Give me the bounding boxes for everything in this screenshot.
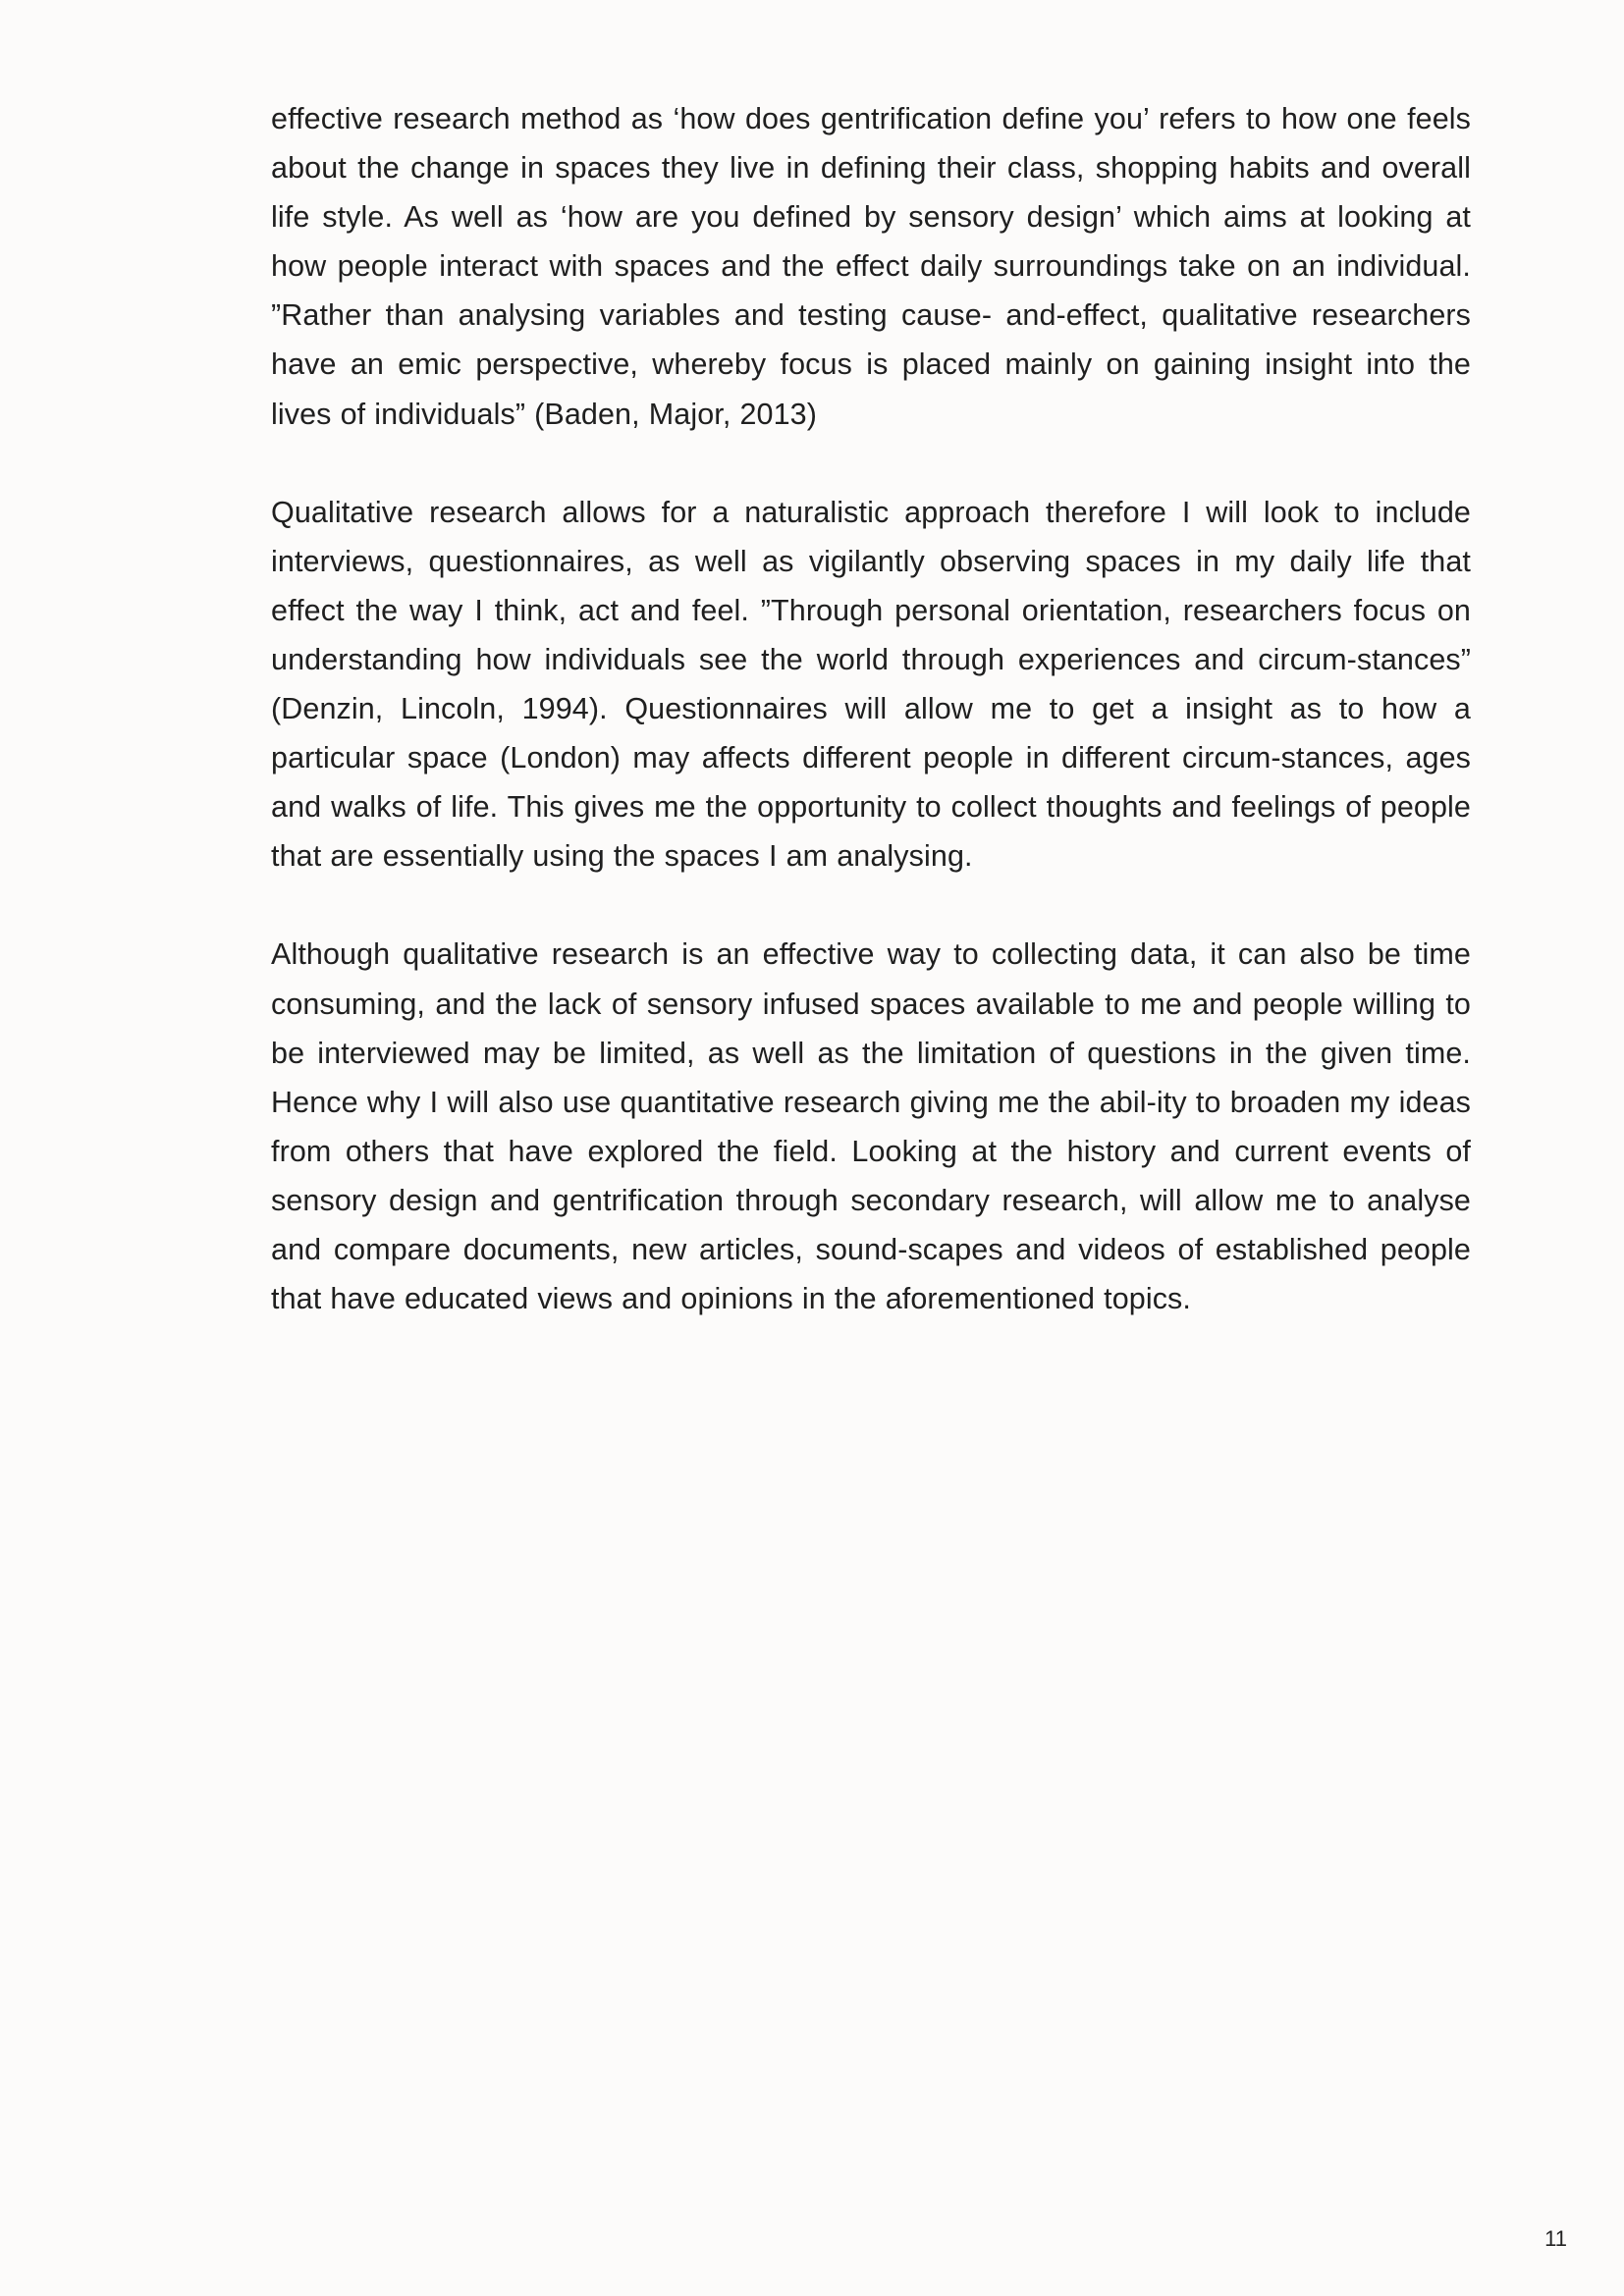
paragraph-research-method: effective research method as ‘how does gentrification define you’ refers to how one feels about the change in spaces they live in defining their class, shopping habits and overall life style. As well as ‘how are you defined by sensory design’ which aims at looking at how people interact with spaces and the effect daily surroundings take on an individual. ”Rather than analysing variables and testing cause- and-effect, qualitative researchers have an emic perspective, whereby focus is placed mainly on gaining insight into the lives of individuals” (Baden, Major, 2013)	[271, 102, 1471, 431]
paragraph-qualitative-research: Qualitative research allows for a naturalistic approach therefore I will look to include interviews, questionnaires, as well as vigilantly observing spaces in my daily life that effect the way I think, act and feel. ”Through personal orientation, researchers focus on understanding how individuals see the world through experiences and circum-stances” (Denzin, Lincoln, 1994). Questionnaires will allow me to get a insight as to how a particular space (London) may affects different people in different circum-stances, ages and walks of life. This gives me the opportunity to collect thoughts and feelings of people that are essentially using the spaces I am analysing.	[271, 495, 1471, 874]
body-text	[271, 94, 1471, 1372]
page-number: 11	[1544, 2226, 1567, 2251]
paragraph-quantitative-research: Although qualitative research is an effective way to collecting data, it can also be time consuming, and the lack of sensory infused spaces available to me and people willing to be interviewed may be limited, as well as the limitation of questions in the given time. Hence why I will also use quantitative research giving me the abil-ity to broaden my ideas from others that have explored the field. Looking at the history and current events of sensory design and gentrification through secondary research, will allow me to analyse and compare documents, new articles, sound-scapes and videos of established people that have educated views and opinions in the aforementioned topics.	[271, 937, 1471, 1316]
